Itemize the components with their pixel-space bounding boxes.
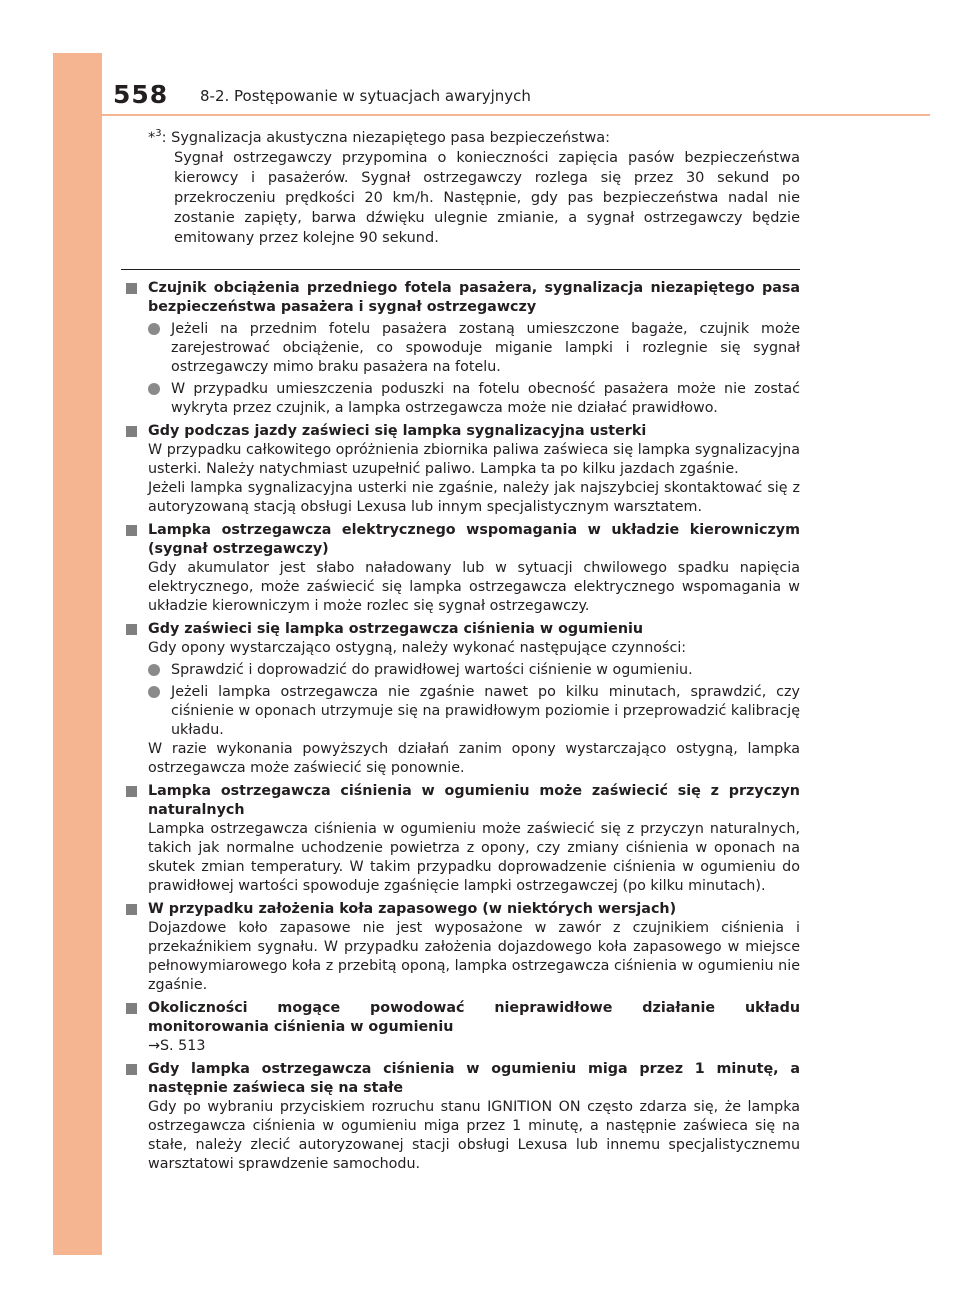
chapter-title: 8-2. Postępowanie w sytuacjach awaryjnych bbox=[200, 87, 531, 105]
section-square-icon bbox=[126, 1003, 137, 1014]
section-heading: Okoliczności mogące powodować nieprawidłowe działanie układu monitorowania ciśnienia w ogumieniu bbox=[148, 1000, 800, 1035]
section-tire-pressure-lamp bbox=[125, 620, 800, 778]
bullet-dot-icon bbox=[148, 383, 160, 395]
section-square-icon bbox=[126, 786, 137, 797]
main-content bbox=[125, 279, 800, 1178]
section-blinking-lamp bbox=[125, 1060, 800, 1174]
footnote-text: Sygnał ostrzegawczy przypomina o konieczności zapięcia pasów bezpieczeństwa kierowcy i pasażerów. Sygnał ostrzegawczy rozlega się przez 30 sekund po przekroczeniu prędkości 20 km/h. Następnie, gdy pas bezpieczeństwa nadal nie zostanie zapięty, barwa dźwięku ulegnie zmianie, a sygnał ostrzegawczy będzie emitowany przez kolejne 90 sekund. bbox=[174, 149, 800, 246]
page-reference: →S. 513 bbox=[148, 1038, 206, 1054]
section-heading: Gdy lampka ostrzegawcza ciśnienia w ogumieniu miga przez 1 minutę, a następnie zaświeca się na stałe bbox=[148, 1061, 800, 1096]
list-item: Jeżeli na przednim fotelu pasażera zostaną umieszczone bagaże, czujnik może zarejestrować obciążenie, co spowoduje miganie lampki i rozlegnie się sygnał ostrzegawczy mimo braku pasażera na fotelu. bbox=[148, 320, 800, 377]
page-sidebar-tab bbox=[53, 53, 102, 1255]
list-item: W przypadku umieszczenia poduszki na fotelu obecność pasażera może nie zostać wykryta przez czujnik, a lampka ostrzegawcza może nie działać prawidłowo. bbox=[148, 380, 800, 418]
section-square-icon bbox=[126, 904, 137, 915]
section-heading: Czujnik obciążenia przedniego fotela pasażera, sygnalizacja niezapiętego pasa bezpieczeństwa pasażera i sygnał ostrzegawczy bbox=[148, 280, 800, 315]
paragraph: Gdy po wybraniu przyciskiem rozruchu stanu IGNITION ON często zdarza się, że lampka ostrzegawcza ciśnienia w ogumieniu miga przez 1 minutę, a następnie zaświeca się na stałe, należy zlecić autoryzowanej stacji obsługi Lexusa lub innemu specjalistycznemu warsztatowi sprawdzenie samochodu. bbox=[148, 1099, 800, 1172]
paragraph: W przypadku całkowitego opróżnienia zbiornika paliwa zaświeca się lampka sygnalizacyjna usterki. Należy natychmiast uzupełnić paliwo. Lampka ta po kilku jazdach zgaśnie. bbox=[148, 442, 800, 477]
section-square-icon bbox=[126, 1064, 137, 1075]
section-heading: Lampka ostrzegawcza ciśnienia w ogumieniu może zaświecić się z przyczyn naturalnych bbox=[148, 783, 800, 818]
section-heading: Gdy zaświeci się lampka ostrzegawcza ciśnienia w ogumieniu bbox=[148, 621, 644, 637]
header-rule bbox=[53, 114, 930, 116]
bullet-dot-icon bbox=[148, 323, 160, 335]
footnote bbox=[148, 124, 800, 248]
section-power-steering bbox=[125, 521, 800, 616]
section-natural-causes bbox=[125, 782, 800, 896]
section-heading: Gdy podczas jazdy zaświeci się lampka sygnalizacyjna usterki bbox=[148, 423, 647, 439]
page-number: 558 bbox=[113, 80, 169, 109]
section-heading: W przypadku założenia koła zapasowego (w niektórych wersjach) bbox=[148, 901, 677, 917]
bullet-dot-icon bbox=[148, 664, 160, 676]
section-square-icon bbox=[126, 283, 137, 294]
paragraph: Lampka ostrzegawcza ciśnienia w ogumieniu może zaświecić się z przyczyn naturalnych, takich jak normalne uchodzenie powietrza z opony, czy zmiany ciśnienia w oponach na skutek zmian temperatury. W takim przypadku doprowadzenie ciśnienia w ogumieniu do prawidłowej wartości spowoduje zgaśnięcie lampki ostrzegawczej (po kilku minutach). bbox=[148, 821, 800, 894]
section-spare-wheel bbox=[125, 900, 800, 995]
bullet-dot-icon bbox=[148, 686, 160, 698]
section-square-icon bbox=[126, 426, 137, 437]
list-item: Jeżeli lampka ostrzegawcza nie zgaśnie nawet po kilku minutach, sprawdzić, czy ciśnienie w oponach utrzymuje się na prawidłowym poziomie i przeprowadzić kalibrację układu. bbox=[148, 683, 800, 740]
footnote-label: *$^3$: Sygnalizacja akustyczna niezapiętego pasa bezpieczeństwa: bbox=[148, 128, 611, 146]
section-malfunction-lamp bbox=[125, 422, 800, 517]
section-passenger-sensor bbox=[125, 279, 800, 418]
paragraph: W razie wykonania powyższych działań zanim opony wystarczająco ostygną, lampka ostrzegawcza może zaświecić się ponownie. bbox=[148, 741, 800, 776]
section-square-icon bbox=[126, 525, 137, 536]
section-square-icon bbox=[126, 624, 137, 635]
section-divider bbox=[121, 269, 800, 270]
paragraph: Dojazdowe koło zapasowe nie jest wyposażone w zawór z czujnikiem ciśnienia i przekaźnikiem sygnału. W przypadku założenia dojazdowego koła zapasowego w miejsce pełnowymiarowego koła z przebitą oponą, lampka ostrzegawcza ciśnienia w ogumieniu nie zgaśnie. bbox=[148, 920, 800, 993]
section-heading: Lampka ostrzegawcza elektrycznego wspomagania w układzie kierowniczym (sygnał ostrzegawczy) bbox=[148, 522, 800, 557]
list-item: Sprawdzić i doprowadzić do prawidłowej wartości ciśnienie w ogumieniu. bbox=[148, 661, 800, 680]
paragraph: Gdy opony wystarczająco ostygną, należy wykonać następujące czynności: bbox=[148, 640, 687, 656]
paragraph: Gdy akumulator jest słabo naładowany lub w sytuacji chwilowego spadku napięcia elektrycznego, może zaświecić się lampka ostrzegawcza elektrycznego wspomagania w układzie kierowniczym i może rozlec się sygnał ostrzegawczy. bbox=[148, 560, 800, 614]
section-monitoring-conditions bbox=[125, 999, 800, 1056]
paragraph: Jeżeli lampka sygnalizacyjna usterki nie zgaśnie, należy jak najszybciej skontaktować się z autoryzowaną stacją obsługi Lexusa lub innym specjalistycznym warsztatem. bbox=[148, 480, 800, 515]
